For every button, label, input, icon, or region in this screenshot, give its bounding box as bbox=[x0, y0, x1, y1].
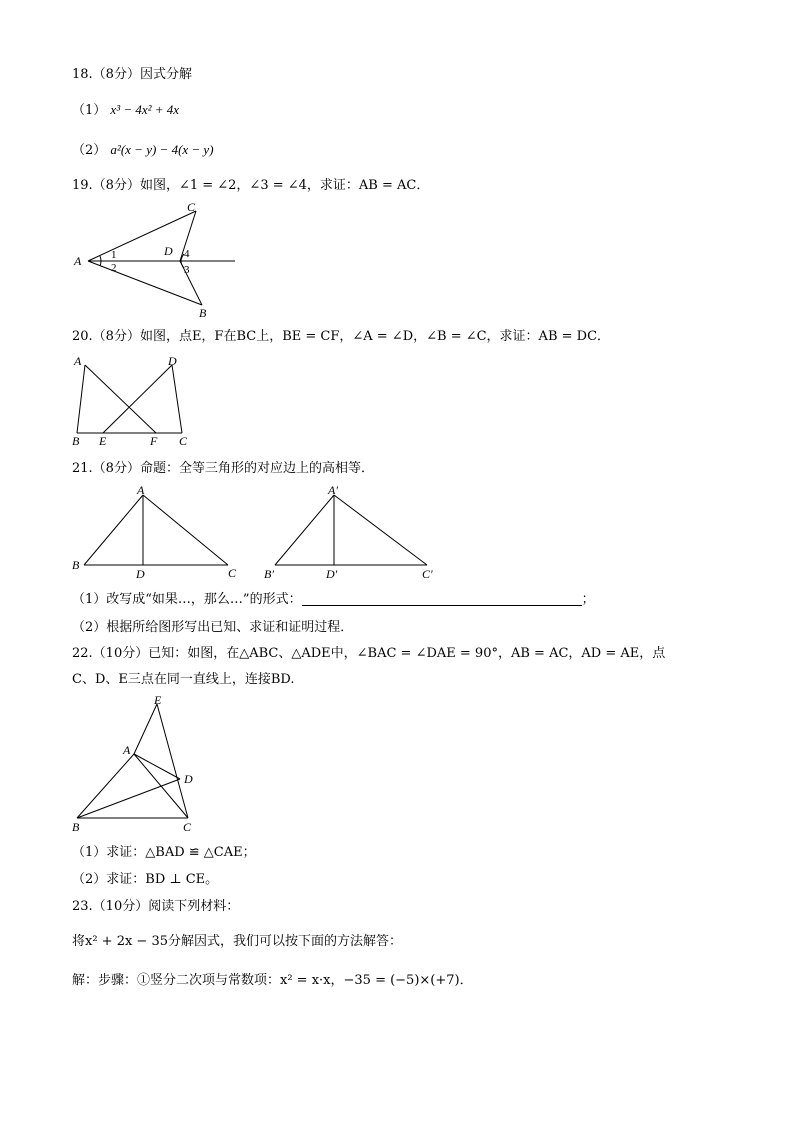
q20-label-f: F bbox=[150, 434, 158, 448]
q20-label-c: C bbox=[179, 434, 188, 448]
q18-part2-label: （2） bbox=[72, 143, 107, 158]
q21-label-d: D bbox=[136, 567, 145, 581]
q21-label-d-prime: D′ bbox=[326, 567, 338, 581]
q21-figure-right bbox=[262, 480, 452, 585]
q21-part1-end: ； bbox=[581, 592, 595, 607]
q21-right-ac bbox=[334, 495, 427, 565]
q22-label-c: C bbox=[183, 820, 192, 834]
q22-line1: 22.（10分）已知：如图，在△ABC、△ADE中，∠BAC = ∠DAE = 90°，AB = AC，AD = AE，点 bbox=[72, 646, 666, 661]
q18-part1-label: （1） bbox=[72, 103, 107, 118]
q22-label-b: B bbox=[72, 820, 80, 834]
q22-label-d: D bbox=[184, 772, 193, 786]
q21-right-ab bbox=[275, 495, 334, 565]
q18-expr1: x³ − 4x² + 4x bbox=[110, 102, 180, 117]
q18-part1 bbox=[72, 101, 179, 120]
q20-line-af bbox=[85, 365, 156, 433]
q20-text: 20.（8分）如图，点E，F在BC上，BE = CF，∠A = ∠D，∠B = ∠C，求证：AB = DC． bbox=[72, 329, 611, 344]
q20-label-a: A bbox=[74, 354, 82, 368]
q19-figure bbox=[60, 195, 260, 325]
q19-label-4: 4 bbox=[184, 248, 190, 260]
q21-figure-left bbox=[60, 480, 250, 585]
q21-part2: （2）根据所给图形写出已知、求证和证明过程． bbox=[72, 620, 354, 635]
q21-label-b-prime: B′ bbox=[264, 567, 274, 581]
q23-header: 23.（10分）阅读下列材料： bbox=[72, 899, 240, 914]
q21-label-c-prime: C′ bbox=[422, 567, 433, 581]
q21-label-a: A bbox=[137, 483, 145, 497]
q20-line-dc bbox=[172, 365, 182, 433]
q22-figure bbox=[60, 692, 220, 837]
q21-answer-blank[interactable] bbox=[302, 593, 582, 606]
q23-line1: 将x² + 2x − 35分解因式，我们可以按下面的方法解答： bbox=[72, 934, 403, 949]
q21-left-ac bbox=[143, 495, 228, 565]
q20-line-de bbox=[103, 365, 172, 433]
q19-label-c: C bbox=[187, 200, 196, 214]
q20-label-b: B bbox=[72, 434, 80, 448]
q22-line-ec bbox=[157, 704, 188, 818]
q21-text: 21.（8分）命题：全等三角形的对应边上的高相等． bbox=[72, 461, 374, 476]
q19-label-b: B bbox=[199, 306, 207, 320]
q20-line-ab bbox=[77, 365, 85, 433]
q23-line2: 解：步骤：①竖分二次项与常数项：x² = x·x，−35 = (−5)×(+7)． bbox=[72, 973, 473, 988]
q22-label-a: A bbox=[123, 743, 131, 757]
q22-part2: （2）求证：BD ⊥ CE。 bbox=[72, 872, 219, 887]
q22-label-e: E bbox=[154, 693, 162, 707]
q18-header: 18.（8分）因式分解 bbox=[72, 67, 192, 82]
q19-label-1: 1 bbox=[111, 249, 117, 261]
q18-expr2: a²(x − y) − 4(x − y) bbox=[110, 142, 214, 157]
q21-label-b: B bbox=[72, 558, 80, 572]
q22-line-bd bbox=[77, 779, 180, 818]
q19-label-d: D bbox=[164, 244, 173, 258]
q22-line-ad bbox=[134, 754, 180, 779]
q19-label-a: A bbox=[74, 254, 82, 268]
q18-part2 bbox=[72, 141, 214, 160]
q22-line-ab bbox=[77, 754, 134, 818]
q21-label-a-prime: A′ bbox=[328, 483, 338, 497]
q22-line2: C、D、E三点在同一直线上，连接BD. bbox=[72, 672, 295, 687]
q22-part1: （1）求证：△BAD ≌ △CAE； bbox=[72, 845, 256, 860]
q21-part1 bbox=[72, 591, 595, 609]
q20-label-d: D bbox=[168, 354, 177, 368]
q21-label-c: C bbox=[228, 566, 237, 580]
q21-part1-label: （1）改写成“如果…，那么…”的形式： bbox=[72, 592, 302, 607]
q20-label-e: E bbox=[99, 434, 107, 448]
q19-label-2: 2 bbox=[111, 262, 117, 274]
q19-label-3: 3 bbox=[184, 264, 190, 276]
q19-line-ac bbox=[88, 211, 196, 261]
q22-line-ae bbox=[134, 704, 157, 754]
q21-left-ab bbox=[84, 495, 143, 565]
q19-text: 19.（8分）如图，∠1 = ∠2，∠3 = ∠4，求证：AB = AC． bbox=[72, 178, 430, 193]
q20-figure bbox=[60, 350, 200, 450]
